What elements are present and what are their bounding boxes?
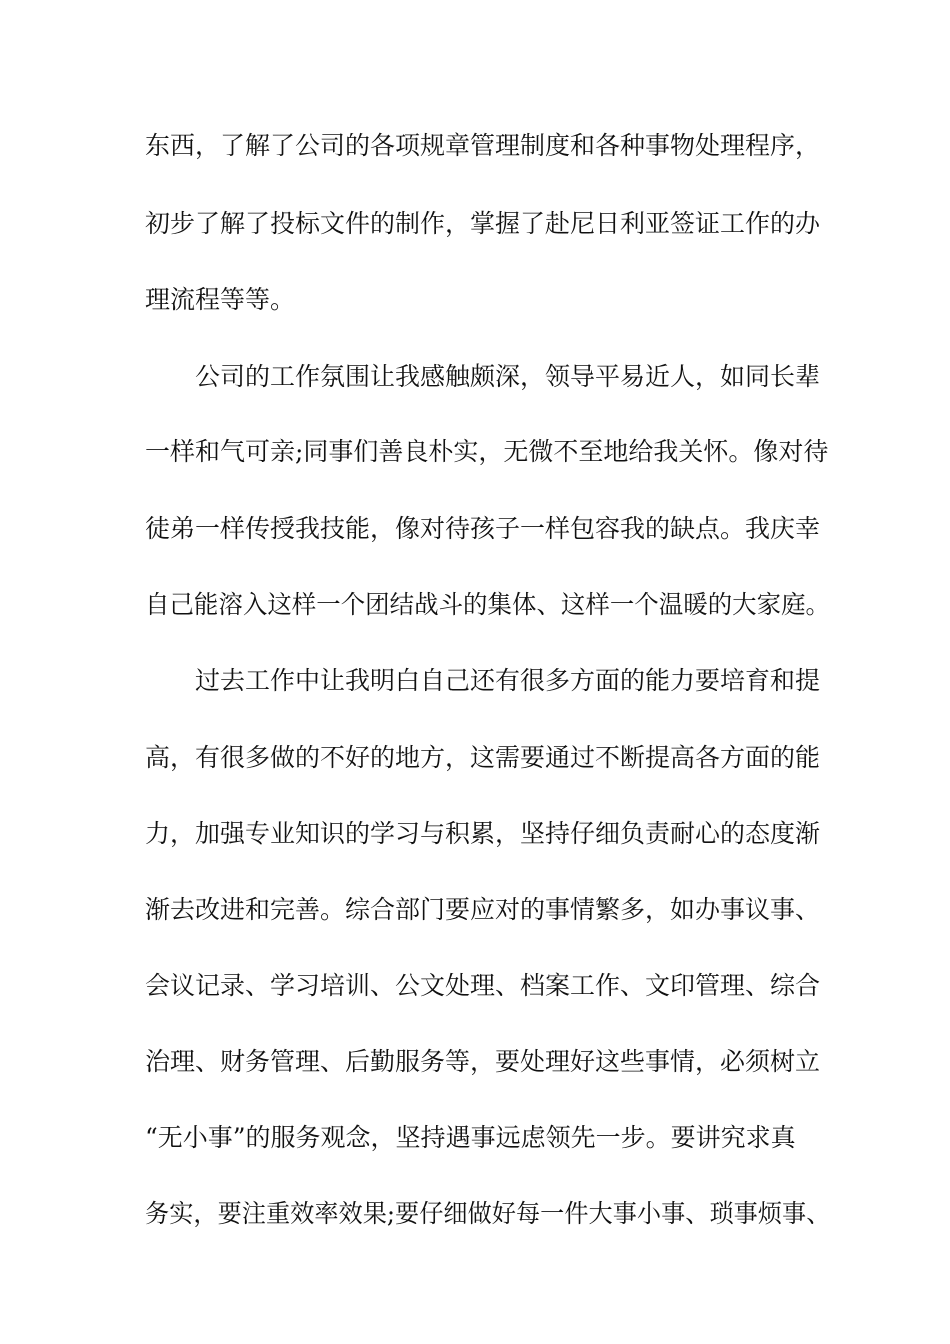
paragraph-first-line: 公司的工作氛围让我感触颇深，领导平易近人，如同长辈 xyxy=(195,362,821,391)
text-line: 初步了解了投标文件的制作，掌握了赴尼日利亚签证工作的办 xyxy=(145,209,821,238)
paragraph-first-line: 过去工作中让我明白自己还有很多方面的能力要培育和提 xyxy=(195,666,821,695)
text-line: 东西，了解了公司的各项规章管理制度和各种事物处理程序， xyxy=(145,131,821,160)
text-line: 会议记录、学习培训、公文处理、档案工作、文印管理、综合 xyxy=(145,971,821,1000)
text-line: 渐去改进和完善。综合部门要应对的事情繁多，如办事议事、 xyxy=(145,895,821,924)
text-line: 理流程等等。 xyxy=(145,285,296,314)
text-line: 高，有很多做的不好的地方，这需要通过不断提高各方面的能 xyxy=(145,743,821,772)
text-line: 务实，要注重效率效果;要仔细做好每一件大事小事、琐事烦事、 xyxy=(145,1199,831,1228)
text-line: “无小事”的服务观念，坚持遇事远虑领先一步。要讲究求真 xyxy=(145,1123,796,1152)
text-line: 徒弟一样传授我技能，像对待孩子一样包容我的缺点。我庆幸 xyxy=(145,514,821,543)
text-line: 一样和气可亲;同事们善良朴实，无微不至地给我关怀。像对待 xyxy=(145,437,829,466)
text-line: 治理、财务管理、后勤服务等，要处理好这些事情，必须树立 xyxy=(145,1047,821,1076)
text-line: 力，加强专业知识的学习与积累，坚持仔细负责耐心的态度渐 xyxy=(145,819,821,848)
text-line: 自己能溶入这样一个团结战斗的集体、这样一个温暖的大家庭。 xyxy=(145,590,831,619)
